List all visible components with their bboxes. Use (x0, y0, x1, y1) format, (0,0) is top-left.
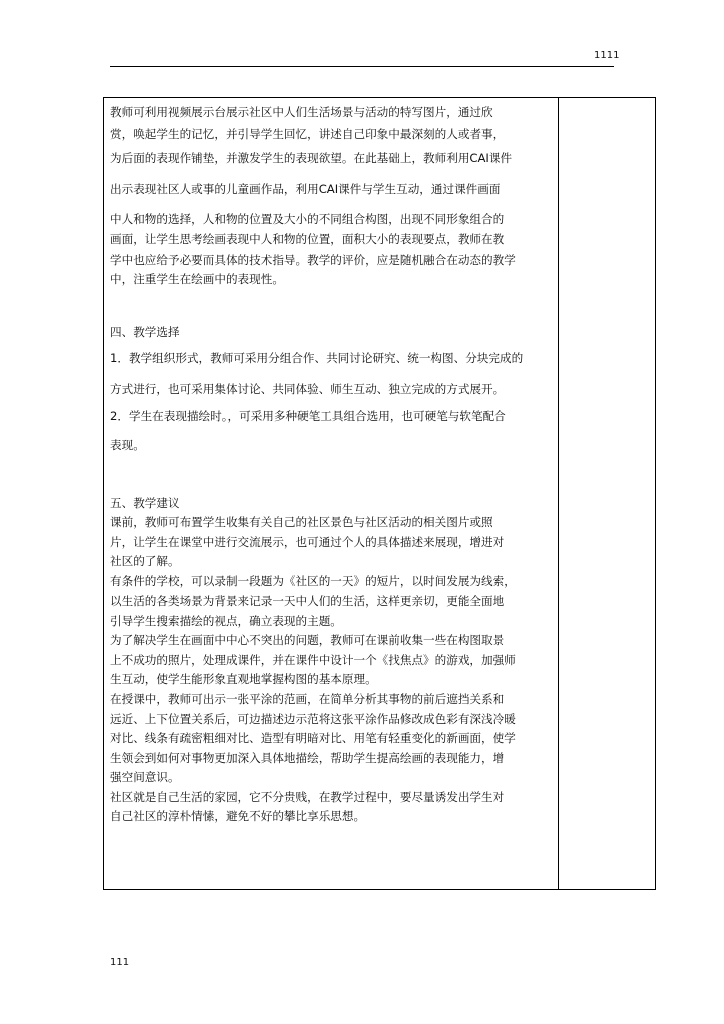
text-line: 为了解决学生在画面中中心不突出的问题，教师可在课前收集一些在构图取景 (110, 633, 505, 647)
footer-page-number: 111 (110, 957, 130, 968)
text-line: 远近、上下位置关系后，可边描述边示范将这张平涂作品修改成色彩有深浅冷暖 (110, 712, 516, 726)
text-line: 课前，教师可布置学生收集有关自己的社区景色与社区活动的相关图片或照 (110, 515, 493, 529)
text-line: 片，让学生在课堂中进行交流展示，也可通过个人的具体描述来展现，增进对 (110, 535, 505, 549)
text-line: 生互动，使学生能形象直观地掌握构图的基本原理。 (110, 672, 377, 686)
text-line: 对比、线条有疏密粗细对比、造型有明暗对比、用笔有轻重变化的新画面，使学 (110, 731, 516, 745)
text-line: 表现。 (110, 438, 145, 452)
text-line: 以生活的各类场景为背景来记录一天中人们的生活，这样更亲切，更能全面地 (110, 594, 505, 608)
text-line: 为后面的表现作铺垫，并激发学生的表现欲望。在此基础上，教师利用CAI课件 (110, 151, 513, 165)
header-page-number: 1111 (594, 50, 620, 61)
text-line: 中，注重学生在绘画中的表现性。 (110, 272, 284, 286)
text-line: 生领会到如何对事物更加深入具体地描绘，帮助学生提高绘画的表现能力，增 (110, 751, 505, 765)
text-line: 社区就是自己生活的家园，它不分贵贱，在教学过程中，要尽量诱发出学生对 (110, 790, 505, 804)
text-line: 上不成功的照片，处理成课件，并在课件中设计一个《找焦点》的游戏，加强师 (110, 653, 516, 667)
text-line: 学中也应给予必要而具体的技术指导。教学的评价，应是随机融合在动态的教学 (110, 253, 516, 267)
text-line: 引导学生搜索描绘的视点，确立表现的主题。 (110, 614, 342, 628)
text-line: 2．学生在表现描绘时。，可采用多种硬笔工具组合选用，也可硬笔与软笔配合 (110, 409, 506, 423)
text-line: 教师可利用视频展示台展示社区中人们生活场景与活动的特写图片，通过欣 (110, 105, 493, 119)
text-line: 强空间意识。 (110, 770, 180, 784)
text-line: 中人和物的选择，人和物的位置及大小的不同组合构图，出现不同形象组合的 (110, 212, 505, 226)
text-line: 出示表现社区人或事的儿童画作品，利用CAI课件与学生互动，通过课件画面 (110, 182, 501, 196)
header-rule (110, 66, 614, 67)
text-line: 自己社区的淳朴情愫，避免不好的攀比享乐思想。 (110, 809, 366, 823)
text-line: 1．教学组织形式，教师可采用分组合作、共同讨论研究、统一构图、分块完成的 (110, 351, 524, 365)
section-heading: 四、教学选择 (110, 325, 180, 339)
text-line: 有条件的学校，可以录制一段题为《社区的一天》的短片，以时间发展为线索， (110, 574, 516, 588)
table-column-divider (558, 97, 559, 890)
text-line: 在授课中，教师可出示一张平涂的范画，在简单分析其事物的前后遮挡关系和 (110, 692, 505, 706)
section-heading: 五、教学建议 (110, 496, 180, 510)
text-line: 社区的了解。 (110, 554, 180, 568)
text-line: 画面，让学生思考绘画表现中人和物的位置，面积大小的表现要点，教师在教 (110, 232, 505, 246)
text-line: 方式进行，也可采用集体讨论、共同体验、师生互动、独立完成的方式展开。 (110, 382, 505, 396)
text-line: 赏，唤起学生的记忆，并引导学生回忆，讲述自己印象中最深刻的人或者事， (110, 127, 505, 141)
